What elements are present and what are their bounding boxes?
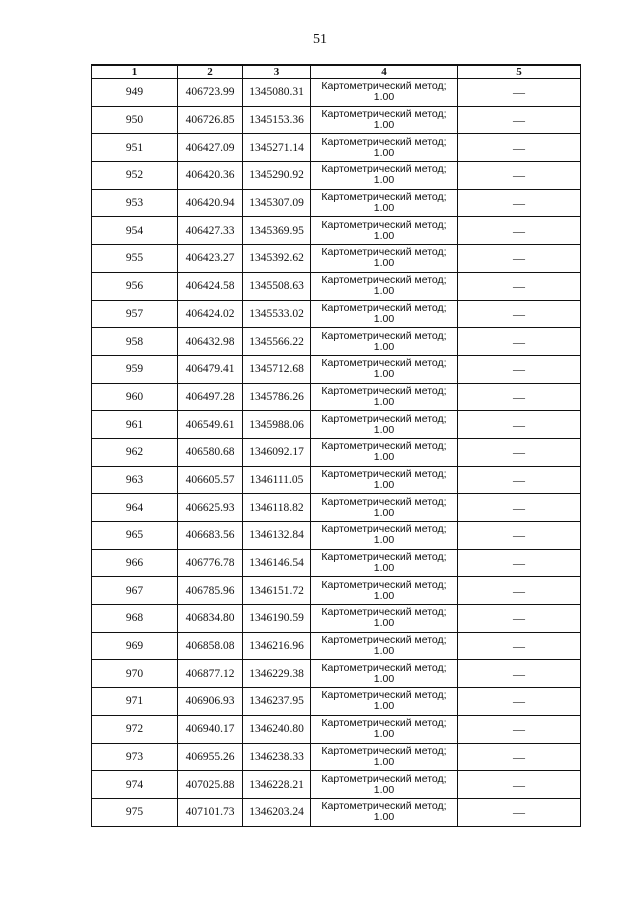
table-row (92, 245, 581, 273)
note-cell: — (458, 383, 581, 411)
note-cell: — (458, 106, 581, 134)
note-cell: — (458, 494, 581, 522)
table-row (92, 577, 581, 605)
table-row (92, 743, 581, 771)
table-row (92, 106, 581, 134)
table-row (92, 383, 581, 411)
x-coordinate-cell: 407025.88 (178, 771, 243, 799)
method-cell: Картометрический метод; 1.00 (311, 438, 458, 466)
y-coordinate-cell: 1346111.05 (243, 466, 311, 494)
y-coordinate-cell: 1346132.84 (243, 522, 311, 550)
y-coordinate-cell: 1346237.95 (243, 688, 311, 716)
point-number-cell: 949 (92, 79, 178, 107)
note-cell: — (458, 438, 581, 466)
page-number: 51 (313, 32, 327, 47)
note-cell: — (458, 660, 581, 688)
point-number-cell: 950 (92, 106, 178, 134)
method-cell: Картометрический метод; 1.00 (311, 632, 458, 660)
method-cell: Картометрический метод; 1.00 (311, 272, 458, 300)
note-cell: — (458, 632, 581, 660)
method-cell: Картометрический метод; 1.00 (311, 715, 458, 743)
coordinates-table (91, 64, 581, 827)
table-row (92, 771, 581, 799)
x-coordinate-cell: 406424.58 (178, 272, 243, 300)
table-row (92, 411, 581, 439)
note-cell: — (458, 272, 581, 300)
x-coordinate-cell: 406420.94 (178, 189, 243, 217)
method-cell: Картометрический метод; 1.00 (311, 328, 458, 356)
point-number-cell: 960 (92, 383, 178, 411)
x-coordinate-cell: 406834.80 (178, 605, 243, 633)
y-coordinate-cell: 1345153.36 (243, 106, 311, 134)
y-coordinate-cell: 1345271.14 (243, 134, 311, 162)
point-number-cell: 972 (92, 715, 178, 743)
note-cell: — (458, 771, 581, 799)
table-row (92, 162, 581, 190)
method-cell: Картометрический метод; 1.00 (311, 771, 458, 799)
x-coordinate-cell: 406726.85 (178, 106, 243, 134)
note-cell: — (458, 522, 581, 550)
note-cell: — (458, 577, 581, 605)
y-coordinate-cell: 1346216.96 (243, 632, 311, 660)
point-number-cell: 971 (92, 688, 178, 716)
table-row (92, 715, 581, 743)
note-cell: — (458, 466, 581, 494)
y-coordinate-cell: 1345392.62 (243, 245, 311, 273)
x-coordinate-cell: 406906.93 (178, 688, 243, 716)
method-cell: Картометрический метод; 1.00 (311, 743, 458, 771)
point-number-cell: 959 (92, 355, 178, 383)
method-cell: Картометрический метод; 1.00 (311, 605, 458, 633)
method-cell: Картометрический метод; 1.00 (311, 660, 458, 688)
point-number-cell: 953 (92, 189, 178, 217)
table-row (92, 605, 581, 633)
note-cell: — (458, 743, 581, 771)
y-coordinate-cell: 1345290.92 (243, 162, 311, 190)
x-coordinate-cell: 406479.41 (178, 355, 243, 383)
method-cell: Картометрический метод; 1.00 (311, 106, 458, 134)
x-coordinate-cell: 407101.73 (178, 798, 243, 826)
table-row (92, 355, 581, 383)
point-number-cell: 969 (92, 632, 178, 660)
point-number-cell: 961 (92, 411, 178, 439)
table-row (92, 300, 581, 328)
table-row (92, 134, 581, 162)
point-number-cell: 958 (92, 328, 178, 356)
table-row (92, 438, 581, 466)
point-number-cell: 951 (92, 134, 178, 162)
table-row (92, 466, 581, 494)
note-cell: — (458, 549, 581, 577)
y-coordinate-cell: 1346240.80 (243, 715, 311, 743)
y-coordinate-cell: 1345988.06 (243, 411, 311, 439)
note-cell: — (458, 189, 581, 217)
x-coordinate-cell: 406858.08 (178, 632, 243, 660)
y-coordinate-cell: 1346229.38 (243, 660, 311, 688)
y-coordinate-cell: 1346190.59 (243, 605, 311, 633)
method-cell: Картометрический метод; 1.00 (311, 217, 458, 245)
x-coordinate-cell: 406955.26 (178, 743, 243, 771)
method-cell: Картометрический метод; 1.00 (311, 798, 458, 826)
note-cell: — (458, 245, 581, 273)
point-number-cell: 956 (92, 272, 178, 300)
point-number-cell: 973 (92, 743, 178, 771)
y-coordinate-cell: 1345080.31 (243, 79, 311, 107)
point-number-cell: 962 (92, 438, 178, 466)
y-coordinate-cell: 1345369.95 (243, 217, 311, 245)
column-header-4: 4 (311, 65, 458, 79)
y-coordinate-cell: 1346151.72 (243, 577, 311, 605)
table-row (92, 79, 581, 107)
x-coordinate-cell: 406723.99 (178, 79, 243, 107)
x-coordinate-cell: 406432.98 (178, 328, 243, 356)
note-cell: — (458, 300, 581, 328)
y-coordinate-cell: 1345786.26 (243, 383, 311, 411)
y-coordinate-cell: 1346118.82 (243, 494, 311, 522)
table-body (92, 79, 581, 827)
table-row (92, 688, 581, 716)
table-row (92, 522, 581, 550)
table-row (92, 272, 581, 300)
y-coordinate-cell: 1346228.21 (243, 771, 311, 799)
method-cell: Картометрический метод; 1.00 (311, 577, 458, 605)
point-number-cell: 967 (92, 577, 178, 605)
column-header-3: 3 (243, 65, 311, 79)
x-coordinate-cell: 406877.12 (178, 660, 243, 688)
column-header-2: 2 (178, 65, 243, 79)
table-row (92, 217, 581, 245)
x-coordinate-cell: 406785.96 (178, 577, 243, 605)
method-cell: Картометрический метод; 1.00 (311, 494, 458, 522)
x-coordinate-cell: 406683.56 (178, 522, 243, 550)
note-cell: — (458, 605, 581, 633)
x-coordinate-cell: 406776.78 (178, 549, 243, 577)
x-coordinate-cell: 406940.17 (178, 715, 243, 743)
column-header-1: 1 (92, 65, 178, 79)
note-cell: — (458, 715, 581, 743)
note-cell: — (458, 134, 581, 162)
method-cell: Картометрический метод; 1.00 (311, 383, 458, 411)
point-number-cell: 975 (92, 798, 178, 826)
table-row (92, 660, 581, 688)
method-cell: Картометрический метод; 1.00 (311, 162, 458, 190)
point-number-cell: 965 (92, 522, 178, 550)
point-number-cell: 957 (92, 300, 178, 328)
table-row (92, 328, 581, 356)
x-coordinate-cell: 406420.36 (178, 162, 243, 190)
note-cell: — (458, 798, 581, 826)
note-cell: — (458, 217, 581, 245)
point-number-cell: 955 (92, 245, 178, 273)
x-coordinate-cell: 406625.93 (178, 494, 243, 522)
x-coordinate-cell: 406549.61 (178, 411, 243, 439)
point-number-cell: 963 (92, 466, 178, 494)
method-cell: Картометрический метод; 1.00 (311, 411, 458, 439)
point-number-cell: 970 (92, 660, 178, 688)
method-cell: Картометрический метод; 1.00 (311, 134, 458, 162)
method-cell: Картометрический метод; 1.00 (311, 688, 458, 716)
table-row (92, 549, 581, 577)
method-cell: Картометрический метод; 1.00 (311, 549, 458, 577)
x-coordinate-cell: 406427.09 (178, 134, 243, 162)
x-coordinate-cell: 406497.28 (178, 383, 243, 411)
method-cell: Картометрический метод; 1.00 (311, 189, 458, 217)
note-cell: — (458, 688, 581, 716)
table-row (92, 632, 581, 660)
table-row (92, 798, 581, 826)
y-coordinate-cell: 1345533.02 (243, 300, 311, 328)
point-number-cell: 964 (92, 494, 178, 522)
note-cell: — (458, 328, 581, 356)
note-cell: — (458, 355, 581, 383)
y-coordinate-cell: 1345566.22 (243, 328, 311, 356)
table-header-row (92, 65, 581, 79)
column-header-5: 5 (458, 65, 581, 79)
x-coordinate-cell: 406423.27 (178, 245, 243, 273)
y-coordinate-cell: 1346146.54 (243, 549, 311, 577)
note-cell: — (458, 79, 581, 107)
point-number-cell: 968 (92, 605, 178, 633)
x-coordinate-cell: 406580.68 (178, 438, 243, 466)
y-coordinate-cell: 1345307.09 (243, 189, 311, 217)
note-cell: — (458, 411, 581, 439)
table-row (92, 189, 581, 217)
method-cell: Картометрический метод; 1.00 (311, 245, 458, 273)
method-cell: Картометрический метод; 1.00 (311, 355, 458, 383)
point-number-cell: 952 (92, 162, 178, 190)
y-coordinate-cell: 1345508.63 (243, 272, 311, 300)
method-cell: Картометрический метод; 1.00 (311, 522, 458, 550)
point-number-cell: 966 (92, 549, 178, 577)
x-coordinate-cell: 406424.02 (178, 300, 243, 328)
method-cell: Картометрический метод; 1.00 (311, 300, 458, 328)
method-cell: Картометрический метод; 1.00 (311, 79, 458, 107)
note-cell: — (458, 162, 581, 190)
x-coordinate-cell: 406605.57 (178, 466, 243, 494)
x-coordinate-cell: 406427.33 (178, 217, 243, 245)
point-number-cell: 954 (92, 217, 178, 245)
point-number-cell: 974 (92, 771, 178, 799)
y-coordinate-cell: 1346092.17 (243, 438, 311, 466)
table-row (92, 494, 581, 522)
y-coordinate-cell: 1346203.24 (243, 798, 311, 826)
y-coordinate-cell: 1346238.33 (243, 743, 311, 771)
y-coordinate-cell: 1345712.68 (243, 355, 311, 383)
method-cell: Картометрический метод; 1.00 (311, 466, 458, 494)
